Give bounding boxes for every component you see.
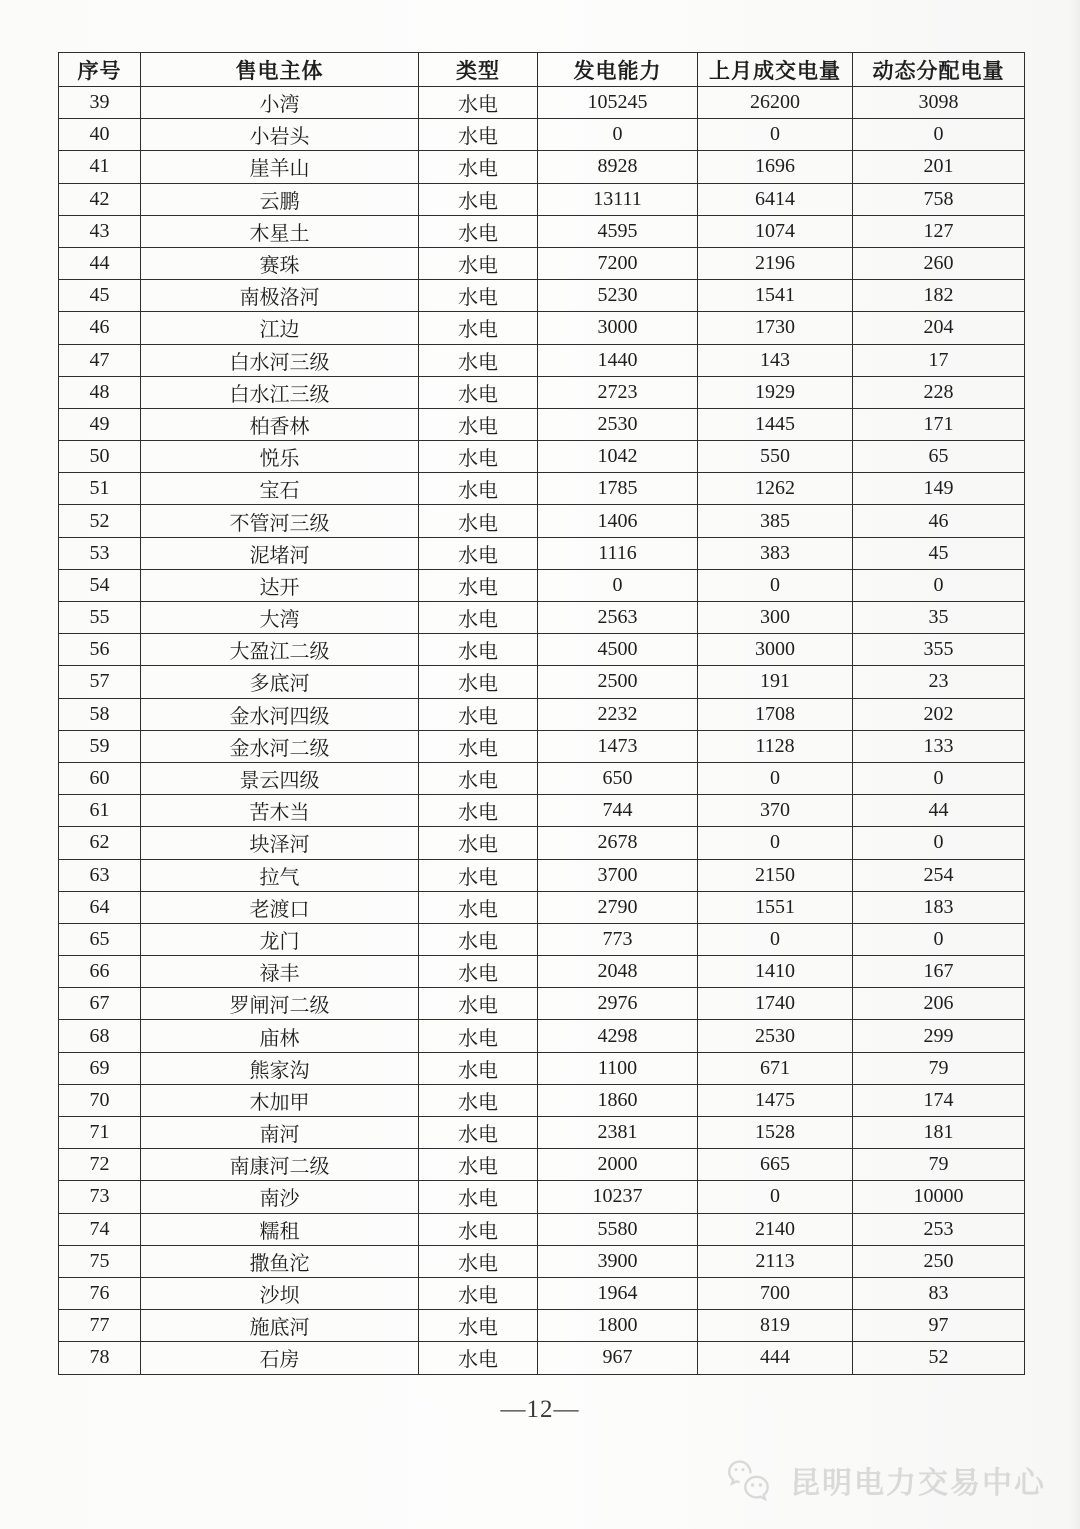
table-cell: 南极洛河 [141, 280, 419, 312]
table-cell: 木加甲 [141, 1084, 419, 1116]
table-cell: 水电 [419, 1181, 538, 1213]
table-cell: 1964 [538, 1277, 698, 1309]
table-cell: 水电 [419, 859, 538, 891]
table-row [59, 1020, 1025, 1052]
table-cell: 3900 [538, 1245, 698, 1277]
table-cell: 133 [853, 730, 1025, 762]
table-cell: 禄丰 [141, 956, 419, 988]
table-row [59, 247, 1025, 279]
table-cell: 23 [853, 666, 1025, 698]
table-row [59, 1342, 1025, 1374]
table-cell: 1528 [698, 1117, 853, 1149]
table-cell: 65 [853, 441, 1025, 473]
table-cell: 水电 [419, 730, 538, 762]
table-row [59, 505, 1025, 537]
table-cell: 1860 [538, 1084, 698, 1116]
table-cell: 79 [853, 1149, 1025, 1181]
table-cell: 0 [538, 119, 698, 151]
table-cell: 10237 [538, 1181, 698, 1213]
table-cell: 金水河四级 [141, 698, 419, 730]
table-cell: 40 [59, 119, 141, 151]
table-cell: 370 [698, 795, 853, 827]
table-cell: 76 [59, 1277, 141, 1309]
table-cell: 水电 [419, 602, 538, 634]
page-number: —12— [500, 1396, 580, 1423]
table-cell: 水电 [419, 891, 538, 923]
table-cell: 2530 [698, 1020, 853, 1052]
table-cell: 51 [59, 473, 141, 505]
table-cell: 水电 [419, 473, 538, 505]
table-cell: 0 [698, 923, 853, 955]
table-cell: 南沙 [141, 1181, 419, 1213]
table-cell: 1440 [538, 344, 698, 376]
table-cell: 水电 [419, 215, 538, 247]
table-cell: 46 [59, 312, 141, 344]
table-cell: 南康河二级 [141, 1149, 419, 1181]
table-cell: 水电 [419, 183, 538, 215]
table-cell: 水电 [419, 505, 538, 537]
table-cell: 44 [853, 795, 1025, 827]
table-cell: 宝石 [141, 473, 419, 505]
table-cell: 65 [59, 923, 141, 955]
table-cell: 1406 [538, 505, 698, 537]
table-cell: 35 [853, 602, 1025, 634]
table-cell: 水电 [419, 441, 538, 473]
table-cell: 6414 [698, 183, 853, 215]
table-cell: 水电 [419, 1052, 538, 1084]
watermark-label: 昆明电力交易中心 [790, 1467, 1046, 1500]
table-cell: 水电 [419, 1342, 538, 1374]
table-cell: 3000 [538, 312, 698, 344]
table-cell: 78 [59, 1342, 141, 1374]
table-cell: 3098 [853, 87, 1025, 119]
table-cell: 174 [853, 1084, 1025, 1116]
table-cell: 1128 [698, 730, 853, 762]
table-cell: 水电 [419, 1213, 538, 1245]
table-cell: 水电 [419, 537, 538, 569]
table-cell: 1100 [538, 1052, 698, 1084]
table-cell: 61 [59, 795, 141, 827]
watermark [728, 1458, 1046, 1502]
table-cell: 202 [853, 698, 1025, 730]
table-row [59, 473, 1025, 505]
table-cell: 景云四级 [141, 762, 419, 794]
table-row [59, 1084, 1025, 1116]
table-cell: 达开 [141, 569, 419, 601]
table-cell: 2150 [698, 859, 853, 891]
table-cell: 83 [853, 1277, 1025, 1309]
table-cell: 191 [698, 666, 853, 698]
table-cell: 2723 [538, 376, 698, 408]
table-cell: 665 [698, 1149, 853, 1181]
table-cell: 白水江三级 [141, 376, 419, 408]
table-cell: 62 [59, 827, 141, 859]
table-cell: 149 [853, 473, 1025, 505]
table-cell: 1708 [698, 698, 853, 730]
table-row [59, 441, 1025, 473]
table-cell: 2113 [698, 1245, 853, 1277]
table-cell: 水电 [419, 1149, 538, 1181]
table-cell: 45 [853, 537, 1025, 569]
table-cell: 赛珠 [141, 247, 419, 279]
table-row [59, 215, 1025, 247]
table-cell: 385 [698, 505, 853, 537]
table-row [59, 1052, 1025, 1084]
table-cell: 水电 [419, 280, 538, 312]
table-row [59, 891, 1025, 923]
table-row [59, 956, 1025, 988]
column-header: 动态分配电量 [853, 53, 1025, 87]
table-cell: 75 [59, 1245, 141, 1277]
table-cell: 67 [59, 988, 141, 1020]
table-row [59, 87, 1025, 119]
table-row [59, 1277, 1025, 1309]
table-cell: 罗闸河二级 [141, 988, 419, 1020]
table-row [59, 762, 1025, 794]
table-cell: 水电 [419, 376, 538, 408]
table-cell: 4500 [538, 634, 698, 666]
table-cell: 250 [853, 1245, 1025, 1277]
table-cell: 1445 [698, 408, 853, 440]
table-cell: 97 [853, 1310, 1025, 1342]
table-cell: 2140 [698, 1213, 853, 1245]
table-cell: 多底河 [141, 666, 419, 698]
table-cell: 1042 [538, 441, 698, 473]
table-cell: 木星土 [141, 215, 419, 247]
table-cell: 60 [59, 762, 141, 794]
table-cell: 苦木当 [141, 795, 419, 827]
table-row [59, 1213, 1025, 1245]
table-cell: 2530 [538, 408, 698, 440]
table-cell: 小岩头 [141, 119, 419, 151]
table-cell: 水电 [419, 569, 538, 601]
table-cell: 水电 [419, 1310, 538, 1342]
table-cell: 72 [59, 1149, 141, 1181]
table-cell: 41 [59, 151, 141, 183]
table-cell: 55 [59, 602, 141, 634]
table-cell: 5230 [538, 280, 698, 312]
table-cell: 181 [853, 1117, 1025, 1149]
table-row [59, 1245, 1025, 1277]
table-cell: 龙门 [141, 923, 419, 955]
table-cell: 1262 [698, 473, 853, 505]
table-cell: 2976 [538, 988, 698, 1020]
table-cell: 650 [538, 762, 698, 794]
table-row [59, 988, 1025, 1020]
column-header: 上月成交电量 [698, 53, 853, 87]
table-cell: 52 [59, 505, 141, 537]
table-cell: 79 [853, 1052, 1025, 1084]
table-row [59, 119, 1025, 151]
table-cell: 47 [59, 344, 141, 376]
table-cell: 56 [59, 634, 141, 666]
table-cell: 小湾 [141, 87, 419, 119]
table-cell: 355 [853, 634, 1025, 666]
table-row [59, 537, 1025, 569]
table-cell: 水电 [419, 666, 538, 698]
table-cell: 299 [853, 1020, 1025, 1052]
table-cell: 撒鱼沱 [141, 1245, 419, 1277]
table-cell: 水电 [419, 1277, 538, 1309]
table-cell: 58 [59, 698, 141, 730]
table-cell: 52 [853, 1342, 1025, 1374]
table-cell: 45 [59, 280, 141, 312]
table-cell: 金水河二级 [141, 730, 419, 762]
table-cell: 68 [59, 1020, 141, 1052]
table-cell: 块泽河 [141, 827, 419, 859]
table-cell: 59 [59, 730, 141, 762]
table-cell: 550 [698, 441, 853, 473]
table-body [59, 87, 1025, 1375]
table-cell: 悦乐 [141, 441, 419, 473]
table-cell: 水电 [419, 634, 538, 666]
table-cell: 26200 [698, 87, 853, 119]
table-cell: 967 [538, 1342, 698, 1374]
table-cell: 0 [698, 1181, 853, 1213]
table-cell: 4298 [538, 1020, 698, 1052]
table-cell: 泥堵河 [141, 537, 419, 569]
table-cell: 49 [59, 408, 141, 440]
power-allocation-table [58, 52, 1025, 1375]
table-cell: 3700 [538, 859, 698, 891]
table-cell: 1740 [698, 988, 853, 1020]
table-cell: 水电 [419, 923, 538, 955]
table-row [59, 634, 1025, 666]
table-cell: 柏香林 [141, 408, 419, 440]
table-cell: 2048 [538, 956, 698, 988]
table-cell: 0 [853, 119, 1025, 151]
table-cell: 施底河 [141, 1310, 419, 1342]
column-header: 类型 [419, 53, 538, 87]
table-cell: 1785 [538, 473, 698, 505]
table-cell: 水电 [419, 1084, 538, 1116]
table-cell: 0 [538, 569, 698, 601]
table-cell: 2563 [538, 602, 698, 634]
table-cell: 水电 [419, 119, 538, 151]
table-cell: 水电 [419, 1117, 538, 1149]
table-cell: 庙林 [141, 1020, 419, 1052]
table-row [59, 730, 1025, 762]
table-row [59, 408, 1025, 440]
table-cell: 石房 [141, 1342, 419, 1374]
table-cell: 水电 [419, 762, 538, 794]
wechat-icon [728, 1459, 780, 1501]
table-cell: 54 [59, 569, 141, 601]
table-cell: 水电 [419, 795, 538, 827]
table-cell: 2500 [538, 666, 698, 698]
table-cell: 69 [59, 1052, 141, 1084]
column-header: 序号 [59, 53, 141, 87]
table-cell: 63 [59, 859, 141, 891]
table-row [59, 151, 1025, 183]
table-cell: 水电 [419, 344, 538, 376]
table-cell: 熊家沟 [141, 1052, 419, 1084]
table-cell: 3000 [698, 634, 853, 666]
table-cell: 253 [853, 1213, 1025, 1245]
table-cell: 8928 [538, 151, 698, 183]
table-cell: 1551 [698, 891, 853, 923]
table-cell: 71 [59, 1117, 141, 1149]
table-cell: 2790 [538, 891, 698, 923]
table-row [59, 280, 1025, 312]
table-cell: 1116 [538, 537, 698, 569]
table-cell: 2678 [538, 827, 698, 859]
table-cell: 糯租 [141, 1213, 419, 1245]
table-cell: 2381 [538, 1117, 698, 1149]
table-cell: 水电 [419, 956, 538, 988]
table-cell: 水电 [419, 87, 538, 119]
table-cell: 383 [698, 537, 853, 569]
table-cell: 201 [853, 151, 1025, 183]
table-cell: 66 [59, 956, 141, 988]
table-cell: 水电 [419, 1245, 538, 1277]
table-cell: 0 [698, 569, 853, 601]
table-cell: 53 [59, 537, 141, 569]
table-row [59, 1117, 1025, 1149]
table-cell: 46 [853, 505, 1025, 537]
table-cell: 260 [853, 247, 1025, 279]
table-cell: 254 [853, 859, 1025, 891]
table-cell: 崖羊山 [141, 151, 419, 183]
table-cell: 2196 [698, 247, 853, 279]
table-cell: 水电 [419, 1020, 538, 1052]
table-cell: 39 [59, 87, 141, 119]
table-cell: 0 [853, 923, 1025, 955]
table-cell: 206 [853, 988, 1025, 1020]
table-cell: 5580 [538, 1213, 698, 1245]
table-cell: 64 [59, 891, 141, 923]
table-cell: 43 [59, 215, 141, 247]
table-cell: 744 [538, 795, 698, 827]
table-cell: 0 [698, 119, 853, 151]
table-cell: 17 [853, 344, 1025, 376]
table-row [59, 698, 1025, 730]
table-cell: 0 [853, 569, 1025, 601]
table-cell: 50 [59, 441, 141, 473]
table-row [59, 1181, 1025, 1213]
table-cell: 沙坝 [141, 1277, 419, 1309]
table-cell: 44 [59, 247, 141, 279]
table-header [59, 53, 1025, 87]
table-cell: 70 [59, 1084, 141, 1116]
table-cell: 228 [853, 376, 1025, 408]
table-cell: 老渡口 [141, 891, 419, 923]
table-cell: 2000 [538, 1149, 698, 1181]
table-cell: 1541 [698, 280, 853, 312]
table-row [59, 1310, 1025, 1342]
table-cell: 1410 [698, 956, 853, 988]
table-cell: 拉气 [141, 859, 419, 891]
table-cell: 758 [853, 183, 1025, 215]
table-cell: 13111 [538, 183, 698, 215]
table-row [59, 795, 1025, 827]
table-cell: 不管河三级 [141, 505, 419, 537]
table-row [59, 923, 1025, 955]
column-header: 发电能力 [538, 53, 698, 87]
table-cell: 0 [698, 827, 853, 859]
table-cell: 1475 [698, 1084, 853, 1116]
table-cell: 水电 [419, 408, 538, 440]
table-cell: 167 [853, 956, 1025, 988]
table-cell: 171 [853, 408, 1025, 440]
table-cell: 4595 [538, 215, 698, 247]
table-cell: 77 [59, 1310, 141, 1342]
table-cell: 水电 [419, 247, 538, 279]
table-row [59, 312, 1025, 344]
table-row [59, 602, 1025, 634]
table-cell: 水电 [419, 698, 538, 730]
table-cell: 大盈江二级 [141, 634, 419, 666]
table-cell: 江边 [141, 312, 419, 344]
table-cell: 南河 [141, 1117, 419, 1149]
table-cell: 0 [698, 762, 853, 794]
table-cell: 73 [59, 1181, 141, 1213]
table-cell: 182 [853, 280, 1025, 312]
table-cell: 1929 [698, 376, 853, 408]
table-row [59, 344, 1025, 376]
table-cell: 700 [698, 1277, 853, 1309]
table-cell: 1074 [698, 215, 853, 247]
table-cell: 42 [59, 183, 141, 215]
table-cell: 0 [853, 762, 1025, 794]
table-cell: 0 [853, 827, 1025, 859]
table-cell: 48 [59, 376, 141, 408]
table-cell: 1696 [698, 151, 853, 183]
table-cell: 7200 [538, 247, 698, 279]
table-cell: 大湾 [141, 602, 419, 634]
table-row [59, 376, 1025, 408]
table-row [59, 1149, 1025, 1181]
table-cell: 74 [59, 1213, 141, 1245]
table-row [59, 569, 1025, 601]
column-header: 售电主体 [141, 53, 419, 87]
table-cell: 300 [698, 602, 853, 634]
table-row [59, 859, 1025, 891]
table-header-row [59, 53, 1025, 87]
table-cell: 143 [698, 344, 853, 376]
table-cell: 204 [853, 312, 1025, 344]
table-cell: 10000 [853, 1181, 1025, 1213]
table-row [59, 183, 1025, 215]
table-cell: 105245 [538, 87, 698, 119]
table-cell: 1730 [698, 312, 853, 344]
table-cell: 671 [698, 1052, 853, 1084]
table-cell: 444 [698, 1342, 853, 1374]
table-cell: 1800 [538, 1310, 698, 1342]
table-cell: 白水河三级 [141, 344, 419, 376]
table-cell: 819 [698, 1310, 853, 1342]
table-cell: 773 [538, 923, 698, 955]
table-cell: 云鹏 [141, 183, 419, 215]
table-cell: 57 [59, 666, 141, 698]
table-cell: 127 [853, 215, 1025, 247]
table-row [59, 666, 1025, 698]
table-cell: 水电 [419, 312, 538, 344]
table-cell: 水电 [419, 827, 538, 859]
table-cell: 2232 [538, 698, 698, 730]
table-row [59, 827, 1025, 859]
table-cell: 183 [853, 891, 1025, 923]
table-cell: 1473 [538, 730, 698, 762]
table-cell: 水电 [419, 988, 538, 1020]
table-cell: 水电 [419, 151, 538, 183]
